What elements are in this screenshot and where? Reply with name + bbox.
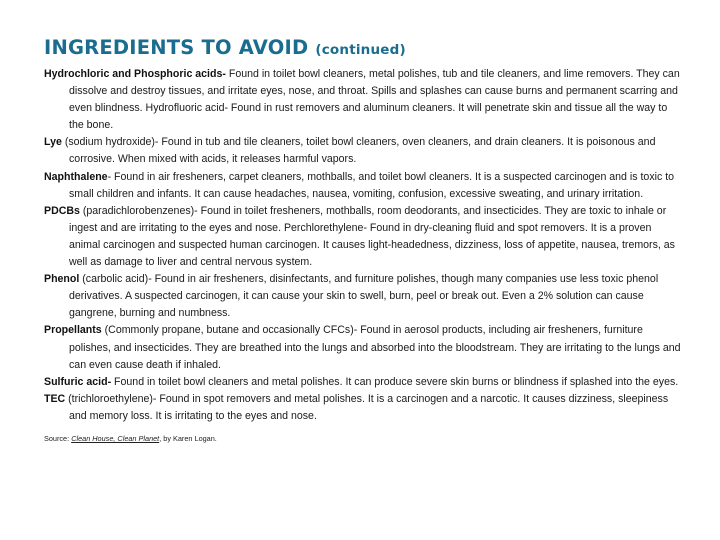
- entry-term: Sulfuric acid-: [44, 375, 112, 388]
- entry-term: PDCBs: [44, 204, 80, 217]
- entry-lye: [44, 134, 684, 168]
- entry-text: (Commonly propane, butane and occasionally CFCs)- Found in aerosol products, including air fresheners, furniture polishes, and insecticides. They are breathed into the lungs and absorbed into the bloodstream. They are irritating to the lungs and can even cause death if inhaled.: [69, 324, 681, 371]
- entry-text: Found in toilet bowl cleaners and metal polishes. It can produce severe skin burns or blindness if splashed into the eyes.: [111, 375, 679, 388]
- page-title-sub: (continued): [315, 42, 406, 58]
- entry-text: (trichloroethylene)- Found in spot removers and metal polishes. It is a carcinogen and a narcotic. It causes dizziness, sleepiness and memory loss. It is irritating to the eyes and nose.: [65, 392, 669, 422]
- page-title-main: INGREDIENTS TO AVOID: [44, 36, 309, 59]
- entry-term: Propellants: [44, 324, 102, 337]
- source-citation: [44, 434, 684, 444]
- ingredients-list: [44, 66, 684, 451]
- entry-text: (sodium hydroxide)- Found in tub and tile cleaners, toilet bowl cleaners, oven cleaners, and drain cleaners. It is poisonous and corrosive. When mixed with acids, it releases harmful vapors.: [61, 136, 656, 166]
- entry-sulfuric-acid: [44, 374, 684, 391]
- entry-term: TEC: [44, 392, 66, 405]
- entry-text: - Found in air fresheners, carpet cleaners, mothballs, and toilet bowl cleaners. It is a suspected carcinogen and is toxic to small children and infants. It can cause headaches, nausea, vomiting, confusion, excessive sweating, and urinary irritation.: [69, 170, 675, 200]
- entry-naphthalene: [44, 169, 684, 203]
- entry-term: Hydrochloric and Phosphoric acids-: [44, 68, 226, 80]
- source-book-title: Clean House, Clean Planet: [71, 433, 160, 443]
- entry-tec: [44, 391, 684, 425]
- page-title: [44, 36, 406, 59]
- entry-hydrochloric-phosphoric: [44, 66, 684, 134]
- entry-text: (paradichlorobenzenes)- Found in toilet fresheners, mothballs, room deodorants, and insecticides. They are toxic to inhale or ingest and are irritating to the eyes and nose. Perchlorethylene- Found in dry-cleaning fluid and spot removers. It is a proven animal carcinogen and suspected human carcinogen. It causes light-headedness, dizziness, loss of appetite, nausea, tremors, as well as damage to liver and central nervous system.: [69, 204, 675, 269]
- entry-text: (carbolic acid)- Found in air fresheners, disinfectants, and furniture polishes, though many companies use less toxic phenol derivatives. A suspected carcinogen, it can cause your skin to swell, burn, peel or break out. Even a 2% solution can cause gangrene, burning and numbness.: [69, 273, 659, 320]
- source-prefix: Source:: [44, 433, 72, 443]
- entry-term: Naphthalene: [44, 170, 108, 183]
- entry-term: Phenol: [44, 273, 80, 286]
- entry-term: Lye: [44, 136, 62, 149]
- entry-propellants: [44, 322, 684, 373]
- entry-text: Found in toilet bowl cleaners, metal polishes, tub and tile cleaners, and lime removers. They can dissolve and destroy tissues, and irritate eyes, nose, and throat. Spills and splashes can cause burns and permanent scarring and even blindness. Hydrofluoric acid- Found in rust removers and aluminum cleaners. It will penetrate skin and tissue all the way to the bone.: [69, 68, 680, 132]
- source-suffix: , by Karen Logan.: [159, 433, 217, 443]
- entry-pdcbs: [44, 203, 684, 271]
- entry-phenol: [44, 271, 684, 322]
